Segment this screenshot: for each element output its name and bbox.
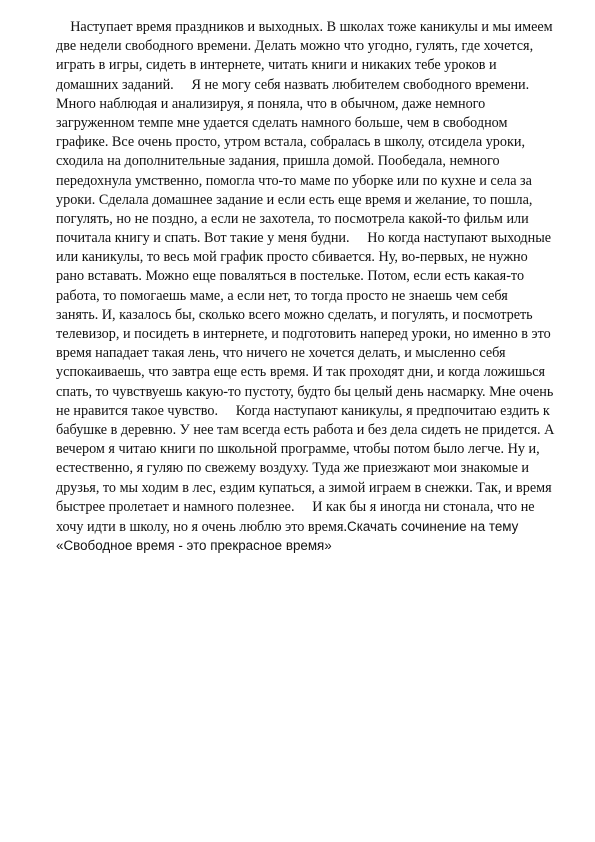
text-line	[56, 517, 581, 536]
text-line: домашних заданий. Я не могу себя назвать любителем свободного времени.	[56, 76, 530, 93]
text-line: графике. Все очень просто, утром встала, собралась в школу, отсидела уроки,	[56, 134, 526, 151]
text-line: Много наблюдая и анализируя, я поняла, что в обычном, даже немного	[56, 95, 486, 112]
text-line: занять. И, казалось бы, сколько всего можно сделать, и погулять, и посмотреть	[56, 306, 533, 323]
text-line: почитала книгу и спать. Вот такие у меня будни. Но когда наступают выходные	[56, 230, 552, 247]
text-line: работа, то помогаешь маме, а если нет, то тогда просто не знаешь чем себя	[56, 287, 508, 304]
text-line-main: хочу идти в школу, но я очень люблю это время.	[56, 518, 348, 535]
text-line: погулять, но не поздно, а если не захотела, то посмотрела какой-то фильм или	[56, 210, 529, 227]
text-line: сходила на дополнительные задания, пришла домой. Пообедала, немного	[56, 153, 500, 170]
text-line: играть в игры, сидеть в интернете, читать книги и никаких тебе уроков и	[56, 57, 497, 74]
text-line: спать, то чувствуешь какую-то пустоту, будто бы целый день насмарку. Мне очень	[56, 383, 554, 400]
text-line: или каникулы, то весь мой график просто сбивается. Ну, во-первых, не нужно	[56, 249, 528, 266]
text-line: передохнула умственно, помогла что-то маме по уборке или по кухне и села за	[56, 172, 532, 189]
text-line: естественно, я гуляю по свежему воздуху. Туда же приезжают мои знакомые и	[56, 460, 530, 477]
text-line: Наступает время праздников и выходных. В школах тоже каникулы и мы имеем	[56, 19, 553, 35]
essay-text	[56, 18, 581, 555]
text-line: телевизор, и посидеть в интернете, и подготовить наперед уроки, но именно в это	[56, 326, 551, 342]
text-line: рано вставать. Можно еще поваляться в постельке. Потом, если есть какая-то	[56, 268, 525, 285]
text-line: вечером я читаю книги по школьной программе, чтобы потом было легче. Ну и,	[56, 441, 540, 458]
text-line: время нападает такая лень, что ничего не хочется делать, и мысленно себя	[56, 345, 506, 362]
essay-title-quote: «Свободное время - это прекрасное время»	[56, 538, 332, 554]
text-line: быстрее пролетает и намного полезнее. И как бы я иногда ни стонала, что не	[56, 498, 535, 515]
text-line: успокаиваешь, что завтра еще есть время. И так проходят дни, и когда ложишься	[56, 364, 546, 381]
text-line: друзья, то мы ходим в лес, ездим купаться, а зимой играем в снежки. Так, и время	[56, 479, 552, 496]
text-line: не нравится такое чувство. Когда наступают каникулы, я предпочитаю ездить к	[56, 402, 550, 419]
text-line: две недели свободного времени. Делать можно что угодно, гулять, где хочется,	[56, 38, 534, 55]
text-line: загруженном темпе мне удается сделать намного больше, чем в свободном	[56, 114, 508, 131]
text-line: бабушке в деревню. У нее там всегда есть работа и без дела сидеть не придется. А	[56, 421, 555, 438]
text-line: уроки. Сделала домашнее задание и если есть еще время и желание, то пошла,	[56, 191, 533, 208]
download-essay-text: Скачать сочинение на тему	[347, 518, 519, 534]
